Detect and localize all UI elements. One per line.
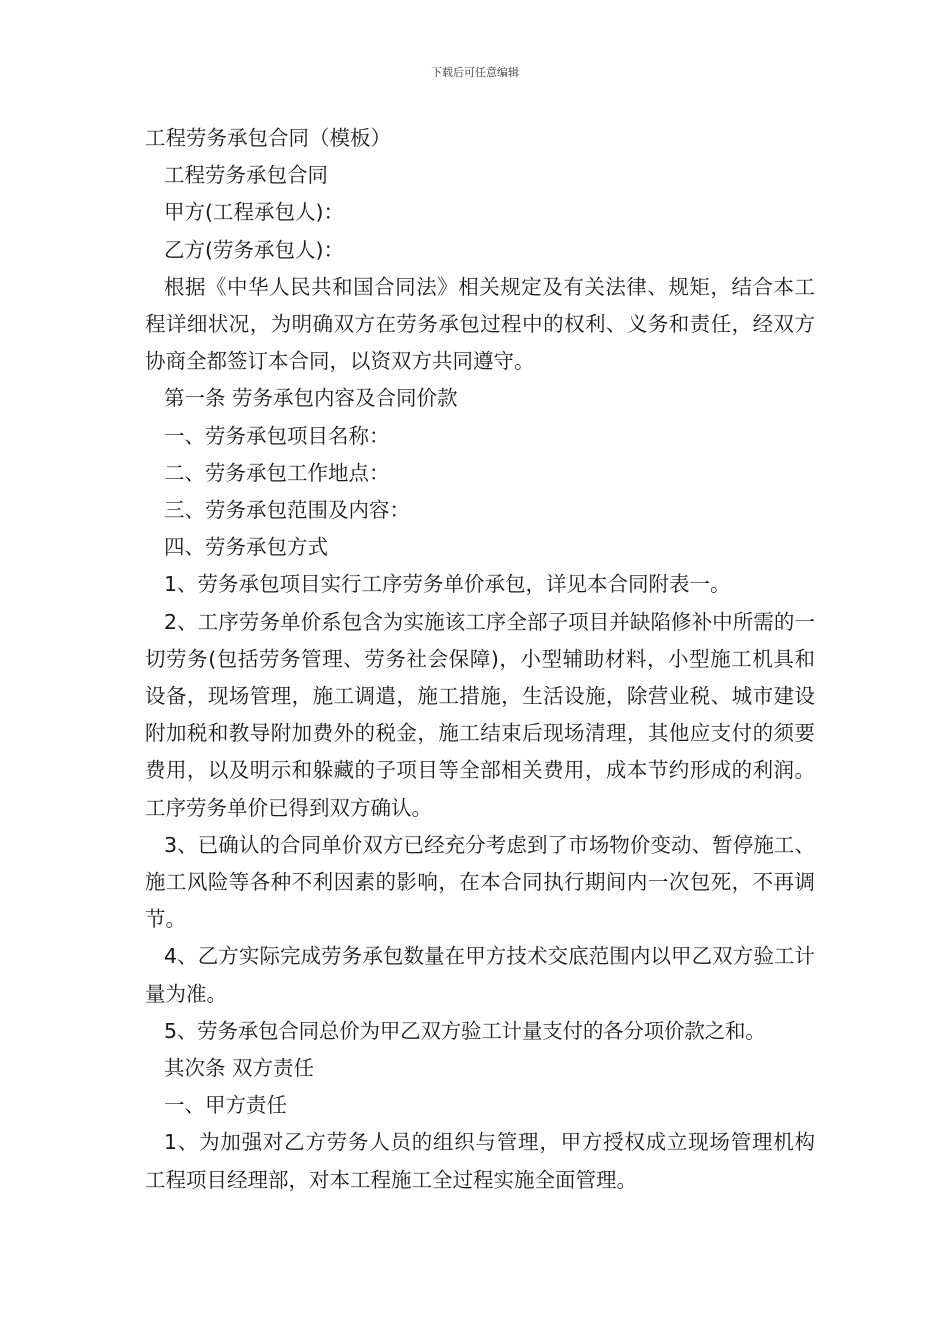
clause-4: 4、乙方实际完成劳务承包数量在甲方技术交底范围内以甲乙双方验工计量为准。 [145,944,815,1006]
clause-1: 1、劳务承包项目实行工序劳务单价承包，详见本合同附表一。 [164,572,731,597]
preamble-paragraph: 根据《中华人民共和国合同法》相关规定及有关法律、规矩，结合本工程详细状况，为明确双方在劳务承包过程中的权利、义务和责任，经双方协商全都签订本合同，以资双方共同遵守。 [145,274,815,374]
party-a-responsibility-heading: 一、甲方责任 [164,1093,287,1118]
clause-3: 3、已确认的合同单价双方已经充分考虑到了市场物价变动、暂停施工、施工风险等各种不利因素的影响，在本合同执行期间内一次包死，不再调节。 [145,832,815,932]
clause-5: 5、劳务承包合同总价为甲乙双方验工计量支付的各分项价款之和。 [164,1018,766,1043]
item-work-location: 二、劳务承包工作地点： [164,460,390,485]
item-project-name: 一、劳务承包项目名称： [164,423,390,448]
article-1-heading: 第一条 劳务承包内容及合同价款 [164,386,458,411]
article-2-heading: 其次条 双方责任 [164,1056,315,1081]
document-body [145,120,815,1199]
party-a-line: 甲方(工程承包人)： [164,200,344,225]
contract-heading: 工程劳务承包合同 [164,163,328,188]
document-title: 工程劳务承包合同（模板） [145,126,391,150]
page-header: 下载后可任意编辑 [431,66,519,79]
item-method: 四、劳务承包方式 [164,535,328,560]
item-scope: 三、劳务承包范围及内容： [164,498,410,523]
clause-2: 2、工序劳务单价系包含为实施该工序全部子项目并缺陷修补中所需的一切劳务(包括劳务管理、劳务社会保障)，小型辅助材料，小型施工机具和设备，现场管理，施工调遣，施工措施，生活设施，除营业税、城市建设附加税和教导附加费外的税金，施工结束后现场清理，其他应支付的须要费用，以及明示和躲藏的子项目等全部相关费用，成本节约形成的利润。工序劳务单价已得到双方确认。 [145,609,815,820]
party-b-line: 乙方(劳务承包人)： [164,237,344,262]
responsibility-clause-1: 1、为加强对乙方劳务人员的组织与管理，甲方授权成立现场管理机构 工程项目经理部，对本工程施工全过程实施全面管理。 [145,1130,815,1192]
